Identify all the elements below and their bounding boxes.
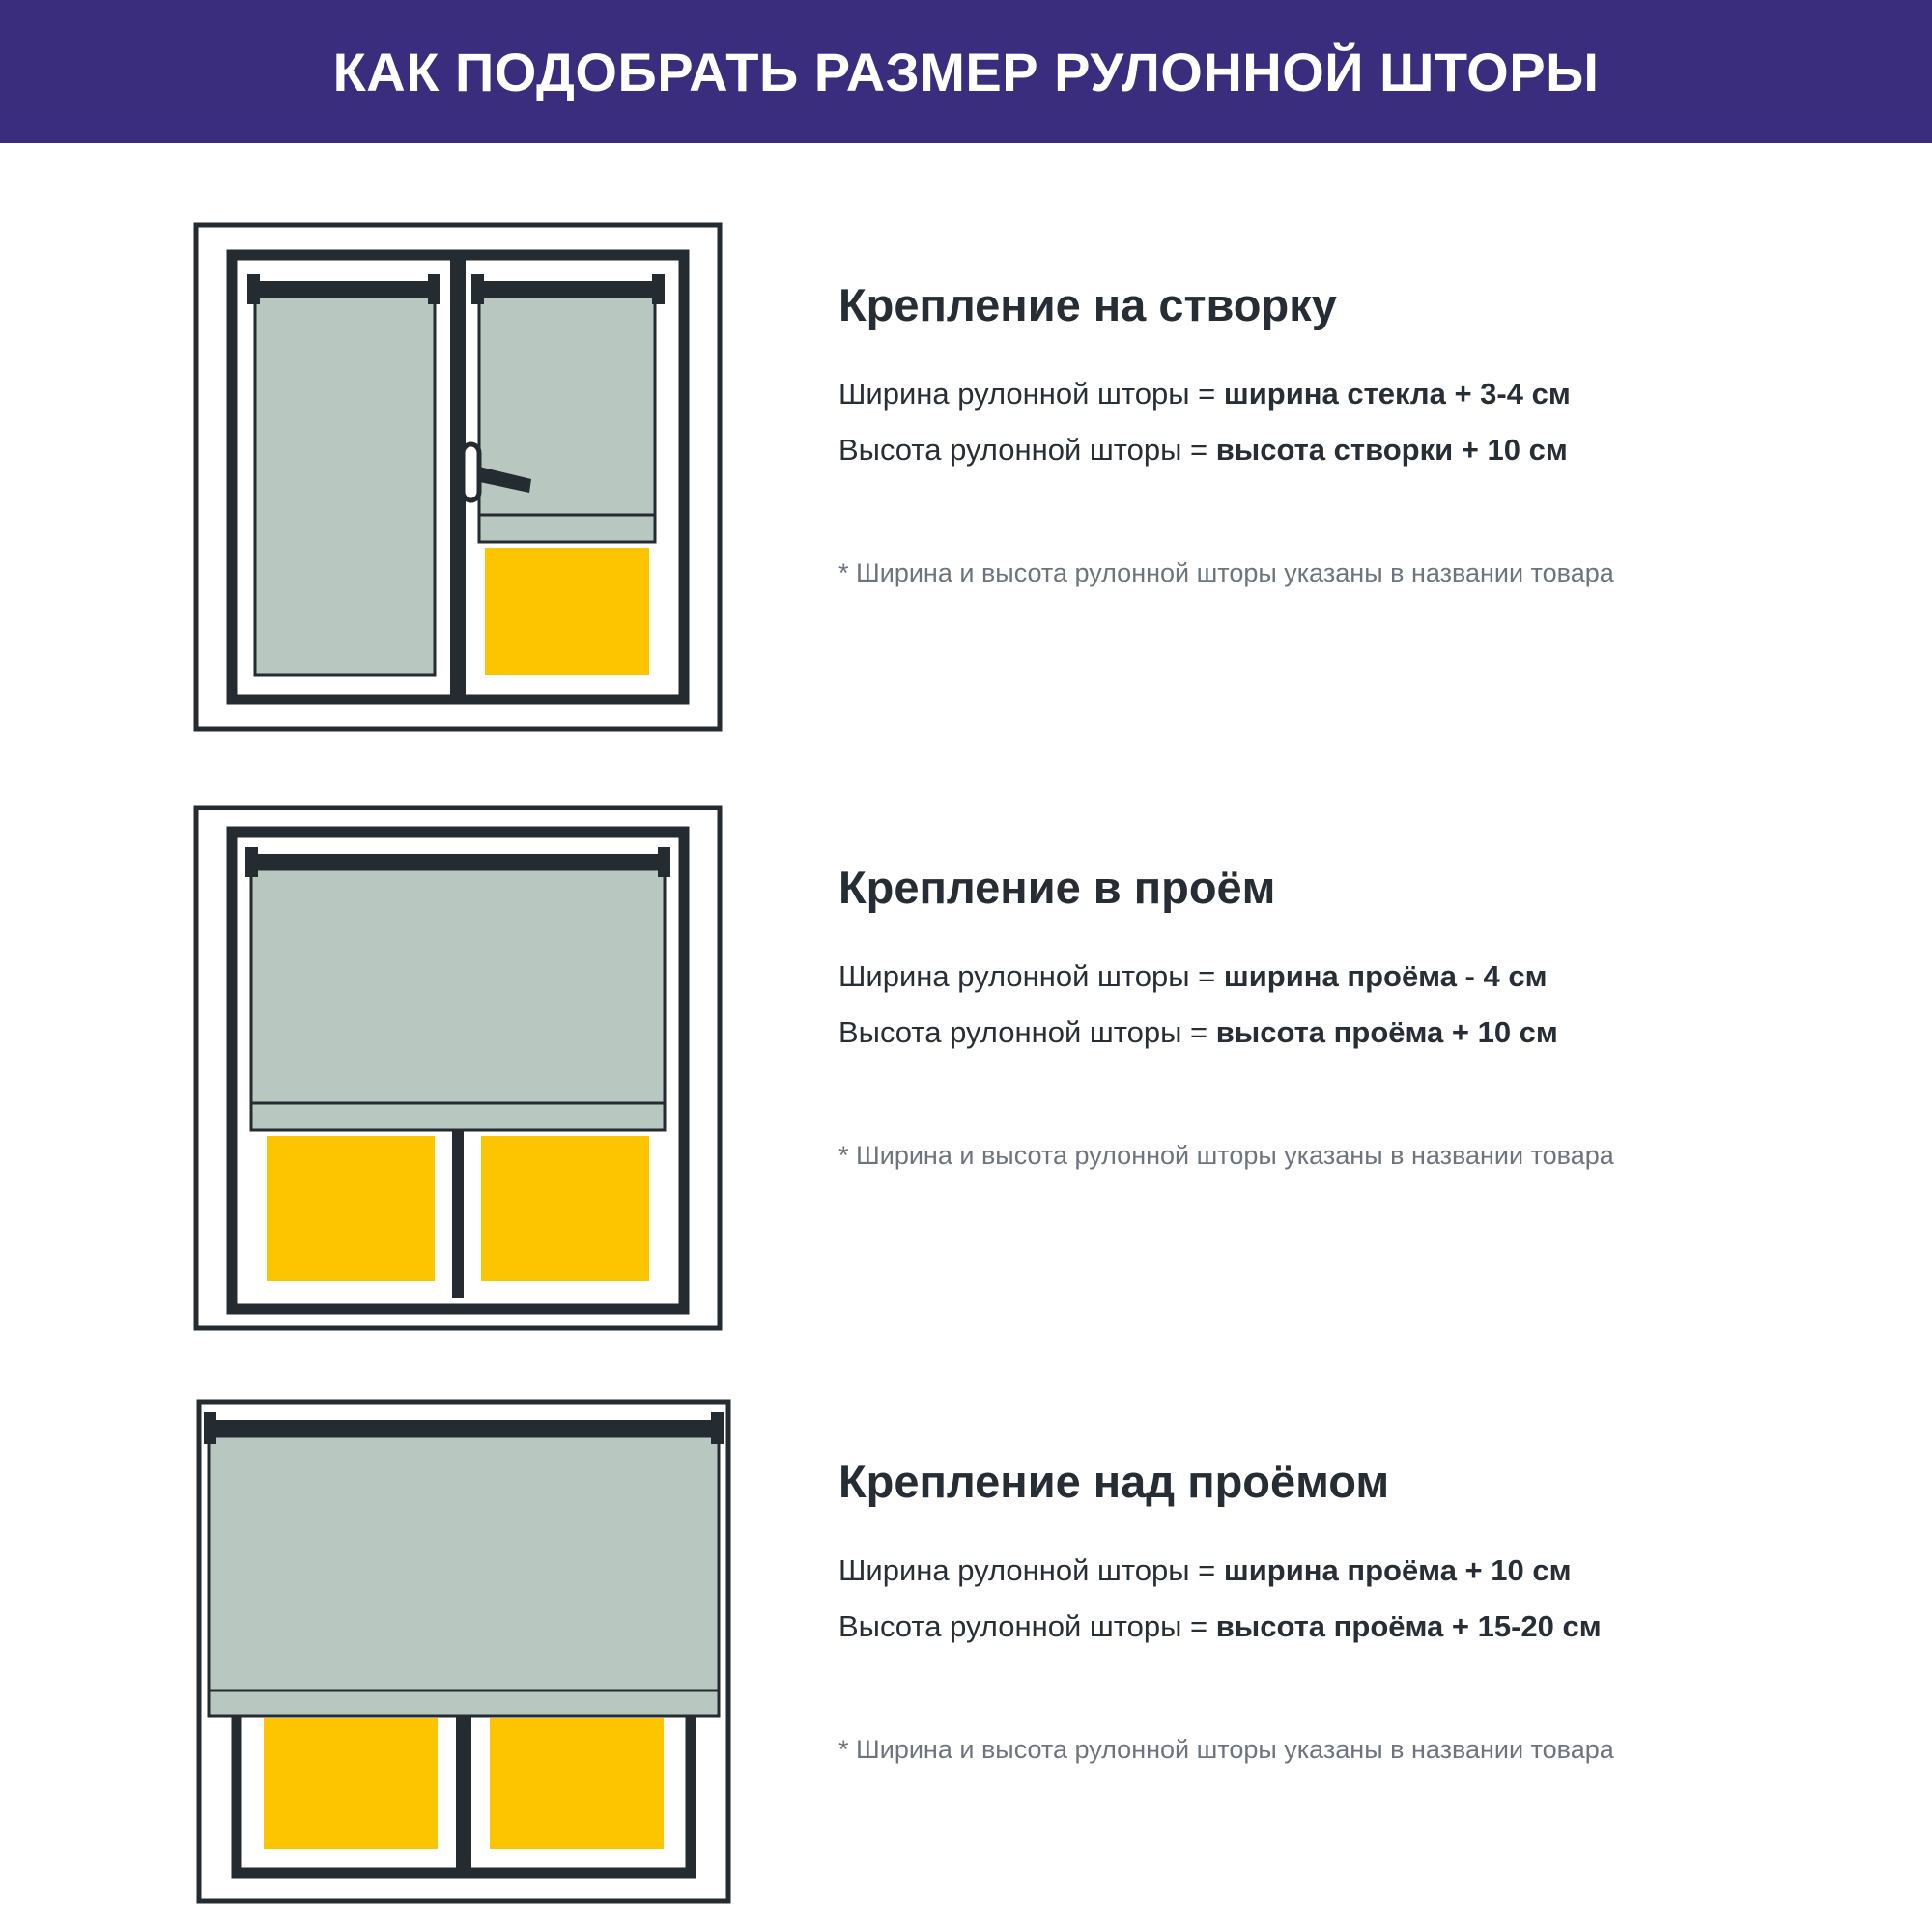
formula-value: ширина проёма - 4 см xyxy=(1223,959,1548,993)
glass-pane-left xyxy=(267,1136,435,1281)
blind-bracket-left xyxy=(247,274,260,304)
formula-value: ширина стекла + 3-4 см xyxy=(1223,377,1571,411)
section-mount-on-sash xyxy=(0,222,1932,802)
width-formula xyxy=(838,1553,1572,1588)
blind-fabric xyxy=(209,1436,719,1690)
formula-label: Ширина рулонной шторы = xyxy=(838,377,1224,411)
width-formula xyxy=(838,959,1548,994)
blind-bottom-rail xyxy=(209,1690,719,1716)
section-heading: Крепление на створку xyxy=(838,279,1337,330)
glass-pane xyxy=(485,548,649,675)
diagram-mount-above-opening xyxy=(196,1399,731,1904)
header-banner xyxy=(0,0,1932,143)
formula-value: ширина проёма + 10 см xyxy=(1223,1553,1572,1587)
blind-bar xyxy=(477,281,657,297)
blind-bracket-left xyxy=(204,1412,216,1444)
blind-bracket-left xyxy=(471,274,484,304)
blind-bracket-right xyxy=(658,847,670,877)
blind-bracket-left xyxy=(245,847,258,877)
section-mount-above-opening xyxy=(0,1399,1932,1932)
blind-bracket-right xyxy=(711,1412,724,1444)
glass-pane-right xyxy=(490,1718,664,1849)
footnote: * Ширина и высота рулонной шторы указаны в названии товара xyxy=(838,1141,1614,1170)
section-mount-in-opening xyxy=(0,805,1932,1384)
section-heading: Крепление в проём xyxy=(838,862,1276,913)
height-formula xyxy=(838,1609,1602,1644)
blind-fabric xyxy=(251,869,665,1103)
roller-blind xyxy=(245,847,670,1130)
width-formula xyxy=(838,377,1571,412)
blind-bottom-rail xyxy=(251,1103,665,1130)
blind-fabric xyxy=(255,297,435,675)
blind-bracket-right xyxy=(428,274,440,304)
formula-label: Высота рулонной шторы = xyxy=(838,433,1216,467)
diagram-mount-in-opening xyxy=(193,805,723,1331)
height-formula xyxy=(838,433,1568,468)
page-title: КАК ПОДОБРАТЬ РАЗМЕР РУЛОННОЙ ШТОРЫ xyxy=(332,41,1600,102)
blind-bar xyxy=(249,854,667,869)
roller-blind xyxy=(204,1412,724,1716)
window-mullion xyxy=(452,1130,464,1298)
section-heading: Крепление над проёмом xyxy=(838,1456,1390,1507)
diagram-mount-on-sash xyxy=(193,222,723,732)
blind-bracket-right xyxy=(652,274,665,304)
glass-pane-left xyxy=(264,1718,438,1849)
roller-blind-left-sash xyxy=(247,274,440,675)
formula-label: Высота рулонной шторы = xyxy=(838,1015,1216,1049)
handle-base xyxy=(463,444,479,500)
blind-bar xyxy=(253,281,437,297)
footnote: * Ширина и высота рулонной шторы указаны в названии товара xyxy=(838,558,1614,587)
formula-value: высота проёма + 15-20 см xyxy=(1215,1609,1602,1643)
formula-label: Ширина рулонной шторы = xyxy=(838,959,1224,993)
formula-label: Высота рулонной шторы = xyxy=(838,1609,1216,1643)
footnote: * Ширина и высота рулонной шторы указаны в названии товара xyxy=(838,1735,1614,1764)
blind-bottom-rail xyxy=(479,515,655,542)
blind-bar xyxy=(210,1420,718,1436)
height-formula xyxy=(838,1015,1558,1050)
roller-blind-right-sash xyxy=(463,274,665,675)
formula-label: Ширина рулонной шторы = xyxy=(838,1553,1224,1587)
formula-value: высота проёма + 10 см xyxy=(1215,1015,1558,1049)
glass-pane-right xyxy=(481,1136,649,1281)
formula-value: высота створки + 10 см xyxy=(1215,433,1568,467)
